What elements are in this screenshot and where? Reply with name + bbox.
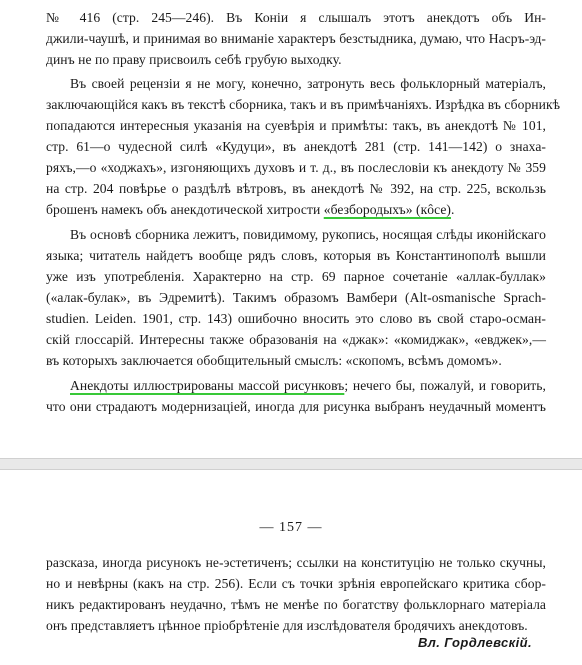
author-signature: Вл. Гордлевскій. — [417, 635, 532, 650]
text-line: но и невѣрны (какъ на стр. 256). Если съ точки зрѣнія европейскаго критика сбор- — [46, 576, 546, 591]
page-number: — 157 — — [259, 520, 323, 535]
text-segment: брошенъ намекъ объ анекдотической хитрости — [46, 202, 321, 217]
text-line: что они страдаютъ модернизаціей, иногда для рисунка выбранъ неудачный моментъ — [46, 399, 546, 414]
text-line: на стр. 204 повѣрье о раздѣлѣ вѣтровъ, въ анекдотѣ № 392, на стр. 225, вскользь — [46, 181, 546, 196]
text-line: языка; читатель найдетъ вообще рядъ словъ, которыя въ Константинополѣ вышли — [46, 248, 546, 263]
highlighted-phrase: Анекдоты иллюстрированы массой рисунковъ — [70, 378, 345, 393]
text-line: джили-чаушѣ, и принимая во вниманіе характеръ безстыдника, думаю, что Насръ-эд- — [46, 31, 546, 46]
text-line: онъ представляетъ цѣнное пріобрѣтеніе для изслѣдователя бродячихъ анекдотовъ. — [46, 618, 528, 633]
text-line — [46, 200, 546, 220]
text-line: въ которыхъ заключается обобщительный смыслъ: «скопомъ, всѣмъ домомъ». — [46, 353, 502, 368]
text-line: ряхъ,—о «ходжахъ», изгоняющихъ духовъ и т. д., въ послесловіи къ анекдоту № 359 — [46, 160, 546, 175]
text-line: стр. 61—о чудесной силѣ «Кудуци», въ анекдотѣ 281 (стр. 141—142) о знаха- — [46, 139, 546, 154]
text-line: («алак-булак», въ Эдремитѣ). Такимъ образомъ Вамбери (Alt-osmanische Sprach- — [46, 290, 546, 305]
text-segment: . — [451, 202, 455, 217]
text-line: скій глоссарій. Интересны также образованія на «джак»: «комиджак», «евджек»,— — [46, 332, 546, 347]
highlighted-phrase: «безбородыхъ» (кôсе) — [323, 202, 451, 217]
text-line: Въ основѣ сборника лежитъ, повидимому, рукопись, носящая слѣды иконійскаго — [70, 227, 546, 242]
text-line: заключающійся какъ въ текстѣ сборника, такъ и въ примѣчаніяхъ. Изрѣдка въ сборникѣ — [46, 97, 561, 112]
page-separator — [0, 458, 582, 470]
text-line: попадаются интересныя указанія на суевѣрія и примѣты: такъ, въ анекдотѣ № 101, — [46, 118, 546, 133]
text-segment: ; нечего бы, пожалуй, и говорить, — [344, 378, 546, 393]
text-line: никъ редактированъ неудачно, тѣмъ не менѣе по богатству фольклорнаго матеріала — [46, 597, 546, 612]
text-line — [70, 376, 546, 396]
text-line: studien. Leiden. 1901, стр. 143) ошибочно вносить это слово въ свой старо-осман- — [46, 311, 546, 326]
text-line: Въ своей рецензіи я не могу, конечно, затронуть весь фольклорный матеріалъ, — [70, 76, 546, 91]
text-line: динъ не по праву присвоилъ себѣ грубую выходку. — [46, 52, 342, 67]
text-line: уже изъ употребленія. Характерно на стр. 69 парное сочетаніе «аллак-буллак» — [46, 269, 546, 284]
text-line: разсказа, иногда рисунокъ не-эстетиченъ; ссылки на конституцію не только скучны, — [46, 555, 546, 570]
text-line: № 416 (стр. 245—246). Въ Коніи я слышалъ этотъ анекдотъ объ Ин- — [46, 10, 546, 25]
